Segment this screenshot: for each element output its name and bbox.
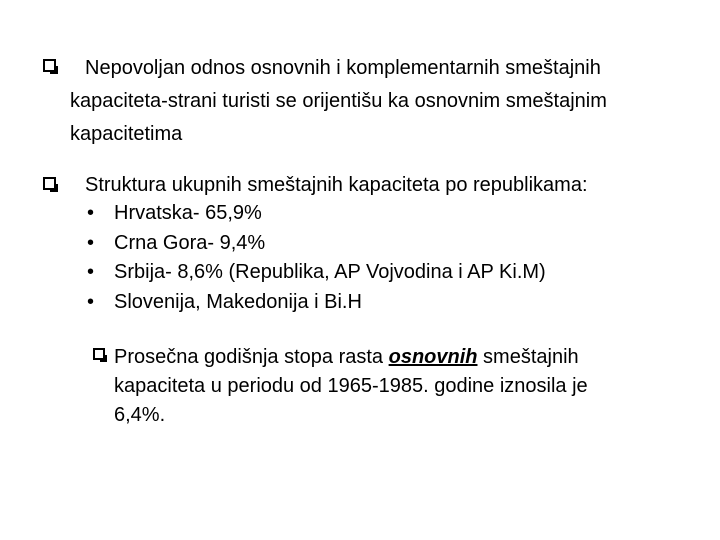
paragraph-line: kapacitetima <box>70 123 183 145</box>
paragraph-line <box>114 343 588 372</box>
list-item <box>85 288 546 318</box>
list-item-text: Hrvatska- 65,9% <box>114 202 262 224</box>
paragraph-line: Nepovoljan odnos osnovnih i komplementarnih smeštajnih <box>85 57 601 79</box>
checkbox-bullet-icon <box>43 177 56 190</box>
paragraph-line: kapaciteta-strani turisti se orijentišu ka osnovnim smeštajnim <box>70 90 607 112</box>
bullet-dot-icon: • <box>87 261 95 283</box>
list-item-text: Srbija- 8,6% (Republika, AP Vojvodina i AP Ki.M) <box>114 261 546 283</box>
list-item <box>85 258 546 288</box>
list-item-text: Crna Gora- 9,4% <box>114 231 266 254</box>
list-item <box>85 229 546 259</box>
structure-heading-text: Struktura ukupnih smeštajnih kapaciteta po republikama: <box>85 174 588 196</box>
paragraph-accommodation-ratio <box>85 55 601 82</box>
bullet-dot-icon: • <box>87 290 95 313</box>
republic-share-list <box>85 199 546 317</box>
growth-rate-paragraph <box>114 343 588 430</box>
list-item <box>85 199 546 229</box>
checkbox-bullet-icon <box>43 59 56 72</box>
structure-heading <box>85 172 588 199</box>
text-segment: Prosečna godišnja stopa rasta <box>114 346 389 368</box>
list-item-text: Slovenija, Makedonija i Bi.H <box>114 290 362 313</box>
text-segment: smeštajnih <box>477 346 579 368</box>
paragraph-line: 6,4%. <box>114 404 166 426</box>
bullet-dot-icon: • <box>87 202 95 224</box>
checkbox-bullet-icon <box>93 348 105 360</box>
paragraph-line: kapaciteta u periodu od 1965-1985. godine iznosila je <box>114 375 588 397</box>
bullet-dot-icon: • <box>87 231 95 254</box>
emphasized-word: osnovnih <box>388 346 478 368</box>
paragraph-accommodation-ratio-cont <box>70 88 607 148</box>
